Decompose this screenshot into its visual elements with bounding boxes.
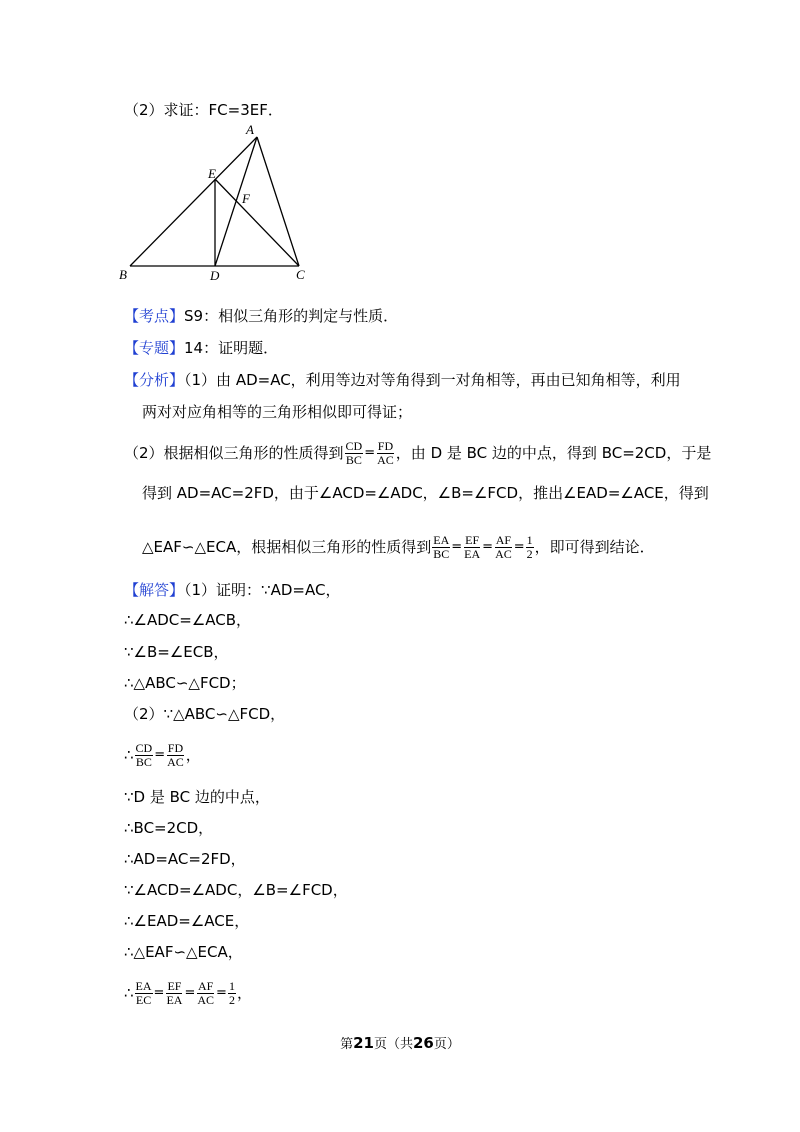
zhuanti-line bbox=[124, 338, 278, 358]
jieda-l4: ∴△ABC∽△FCD； bbox=[124, 674, 246, 692]
fenxi-p1-line2: 两对对应角相等的三角形相似即可得证； bbox=[142, 403, 413, 421]
label-A: A bbox=[246, 122, 254, 137]
segment-AC bbox=[257, 137, 299, 266]
fraction-one-two: $\frac{1}{2}$ bbox=[526, 533, 533, 561]
fraction-af-ac-2: $\frac{AF}{AC}$ bbox=[197, 979, 215, 1007]
segment-AD bbox=[215, 137, 257, 266]
fraction-fd-ac: $\frac{FD}{AC}$ bbox=[377, 439, 394, 467]
fraction-af-ac: $\frac{AF}{AC}$ bbox=[495, 533, 512, 561]
jieda-l11: ∴∠EAD=∠ACE， bbox=[124, 912, 250, 930]
page-footer: 第21页（共26页） bbox=[340, 1034, 460, 1052]
fenxi-p2-line3-suffix: ，即可得到结论． bbox=[534, 538, 655, 556]
label-B: B bbox=[119, 267, 127, 282]
jieda-l10: ∵∠ACD=∠ADC，∠B=∠FCD， bbox=[124, 881, 348, 899]
label-F: F bbox=[242, 191, 250, 206]
segment-EC bbox=[215, 179, 299, 266]
fraction-cd-bc-2: $\frac{CD}{BC}$ bbox=[135, 741, 153, 769]
jieda-l7: ∵D 是 BC 边的中点， bbox=[124, 788, 270, 806]
fenxi-tag: 【分析】 bbox=[124, 371, 185, 389]
fenxi-p2-prefix: （2）根据相似三角形的性质得到 bbox=[124, 444, 344, 462]
jieda-l13: ∴ $\frac{EA}{EC}$ = $\frac{EF}{EA}$ = $\frac{AF}{AC}$ = $\frac{1}{2}$ ， bbox=[124, 979, 252, 1007]
fenxi-p2-line3-prefix: △EAF∽△ECA，根据相似三角形的性质得到 bbox=[142, 538, 432, 556]
fraction-ef-ea: $\frac{EF}{EA}$ bbox=[464, 533, 481, 561]
jieda-l6: ∴ $\frac{CD}{BC}$ = $\frac{FD}{AC}$ ， bbox=[124, 741, 201, 769]
jieda-l12: ∴△EAF∽△ECA， bbox=[124, 943, 243, 961]
jieda-tag: 【解答】 bbox=[124, 581, 185, 599]
kaodian-tag: 【考点】 bbox=[124, 307, 185, 325]
triangle-figure bbox=[110, 120, 330, 285]
kaodian-line bbox=[124, 306, 398, 326]
fraction-ef-ea-2: $\frac{EF}{EA}$ bbox=[166, 979, 183, 1007]
fenxi-p2-line1: （2）根据相似三角形的性质得到 $\frac{CD}{BC}$ = $\frac{FD}{AC}$ ，由 D 是 BC 边的中点，得到 BC=2CD，于是 bbox=[124, 439, 712, 467]
jieda-l8: ∴BC=2CD， bbox=[124, 819, 214, 837]
label-C: C bbox=[296, 267, 305, 282]
problem-statement: （2）求证：FC=3EF． bbox=[124, 101, 283, 119]
segment-BA bbox=[130, 137, 257, 266]
fraction-fd-ac-2: $\frac{FD}{AC}$ bbox=[167, 741, 184, 769]
label-D: D bbox=[210, 268, 220, 283]
fenxi-p2-line3: △EAF∽△ECA，根据相似三角形的性质得到 $\frac{EA}{BC}$ = $\frac{EF}{EA}$ = $\frac{AF}{AC}$ = $\frac{1}{2}$ ，即可得到结论． bbox=[142, 533, 655, 561]
jieda-l2: ∴∠ADC=∠ACB， bbox=[124, 611, 252, 629]
fenxi-p2-suffix: ，由 D 是 BC 边的中点，得到 BC=2CD，于是 bbox=[395, 444, 712, 462]
jieda-line-1 bbox=[124, 580, 340, 600]
kaodian-text: S9：相似三角形的判定与性质． bbox=[184, 307, 399, 325]
fraction-one-two-2: $\frac{1}{2}$ bbox=[228, 979, 235, 1007]
jieda-l3: ∵∠B=∠ECB， bbox=[124, 643, 229, 661]
fenxi-p2-line2: 得到 AD=AC=2FD，由于∠ACD=∠ADC，∠B=∠FCD，推出∠EAD=∠ACE，得到 bbox=[142, 484, 709, 502]
fraction-cd-bc: $\frac{CD}{BC}$ bbox=[345, 439, 363, 467]
jieda-l1: （1）证明：∵AD=AC， bbox=[184, 581, 341, 599]
jieda-l5: （2）∵△ABC∽△FCD， bbox=[124, 705, 286, 723]
zhuanti-tag: 【专题】 bbox=[124, 339, 185, 357]
fraction-ea-bc: $\frac{EA}{BC}$ bbox=[433, 533, 450, 561]
page-number: 21 bbox=[353, 1034, 374, 1052]
jieda-l9: ∴AD=AC=2FD， bbox=[124, 850, 246, 868]
page-total: 26 bbox=[413, 1034, 434, 1052]
fraction-ea-ec: $\frac{EA}{EC}$ bbox=[135, 979, 152, 1007]
fenxi-p1-line1: （1）由 AD=AC，利用等边对等角得到一对角相等，再由已知角相等，利用 bbox=[184, 371, 681, 389]
fenxi-line-1 bbox=[124, 370, 681, 390]
zhuanti-text: 14：证明题． bbox=[184, 339, 279, 357]
label-E: E bbox=[208, 166, 216, 181]
